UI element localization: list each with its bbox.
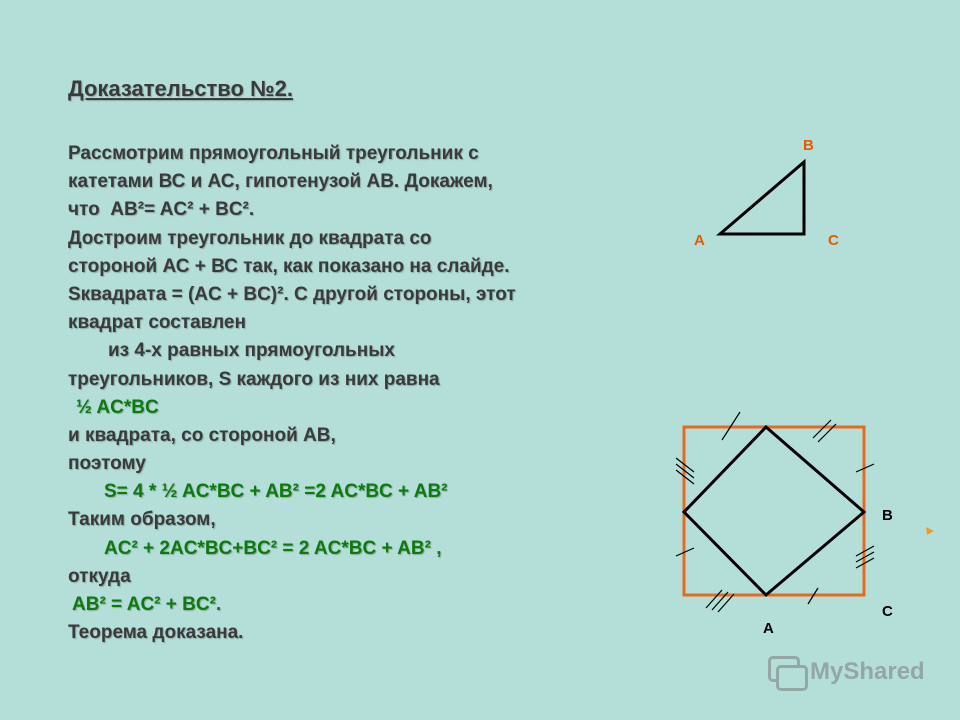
proof-line: Теорема доказана. bbox=[68, 622, 244, 644]
proof-line: квадрат составлен bbox=[68, 312, 246, 334]
proof-line: ½ AC*BC bbox=[76, 396, 159, 418]
tick-mark bbox=[813, 420, 831, 438]
square-construction bbox=[676, 412, 893, 637]
proof-line: и квадрата, со стороной АВ, bbox=[68, 424, 336, 446]
proof-line: Достроим треугольник до квадрата со bbox=[68, 227, 432, 249]
square-label-b: B bbox=[882, 507, 893, 524]
proof-line: Таким образом, bbox=[68, 509, 216, 531]
proof-line: катетами ВС и АС, гипотенузой АВ. Докажем, bbox=[68, 171, 493, 193]
proof-line: откуда bbox=[68, 565, 131, 587]
proof-line: поэтому bbox=[68, 453, 146, 475]
tick-mark bbox=[706, 590, 722, 608]
proof-line: Рассмотрим прямоугольный треугольник с bbox=[68, 143, 479, 164]
proof-line: Sквадрата = (AC + BC)². С другой стороны, этот bbox=[68, 283, 516, 305]
triangle-label-b: B bbox=[803, 137, 814, 154]
proof-line: треугольников, S каждого из них равна bbox=[68, 368, 440, 390]
myshared-logo-icon bbox=[768, 656, 804, 688]
watermark-text: MyShared bbox=[810, 658, 925, 685]
proof-line: AC² + 2AC*BC+BC² = 2 AC*BC + AB² , bbox=[104, 537, 442, 559]
proof-line: из 4-х равных прямоугольных bbox=[108, 340, 396, 362]
tick-marks bbox=[676, 412, 874, 612]
small-arrow-icon bbox=[926, 527, 934, 535]
inner-square bbox=[684, 427, 864, 595]
outer-square bbox=[684, 427, 864, 595]
proof-line: стороной АС + ВС так, как показано на слайде. bbox=[68, 255, 510, 277]
square-label-a: A bbox=[763, 620, 774, 637]
proof-line: что AB²= AC² + BC². bbox=[68, 199, 255, 221]
triangle-label-a: A bbox=[694, 232, 705, 249]
triangle-label-c: C bbox=[828, 232, 839, 249]
tick-mark bbox=[718, 594, 734, 612]
right-triangle bbox=[694, 137, 839, 249]
proof-title: Доказательство №2. bbox=[68, 76, 293, 101]
triangle-shape bbox=[720, 162, 804, 234]
watermark bbox=[768, 656, 925, 688]
proof-line: S= 4 * ½ AC*BC + AB² =2 AC*BC + AB² bbox=[104, 481, 448, 503]
square-label-c: C bbox=[882, 603, 893, 620]
proof-line: AB² = AC² + BC². bbox=[72, 594, 222, 615]
